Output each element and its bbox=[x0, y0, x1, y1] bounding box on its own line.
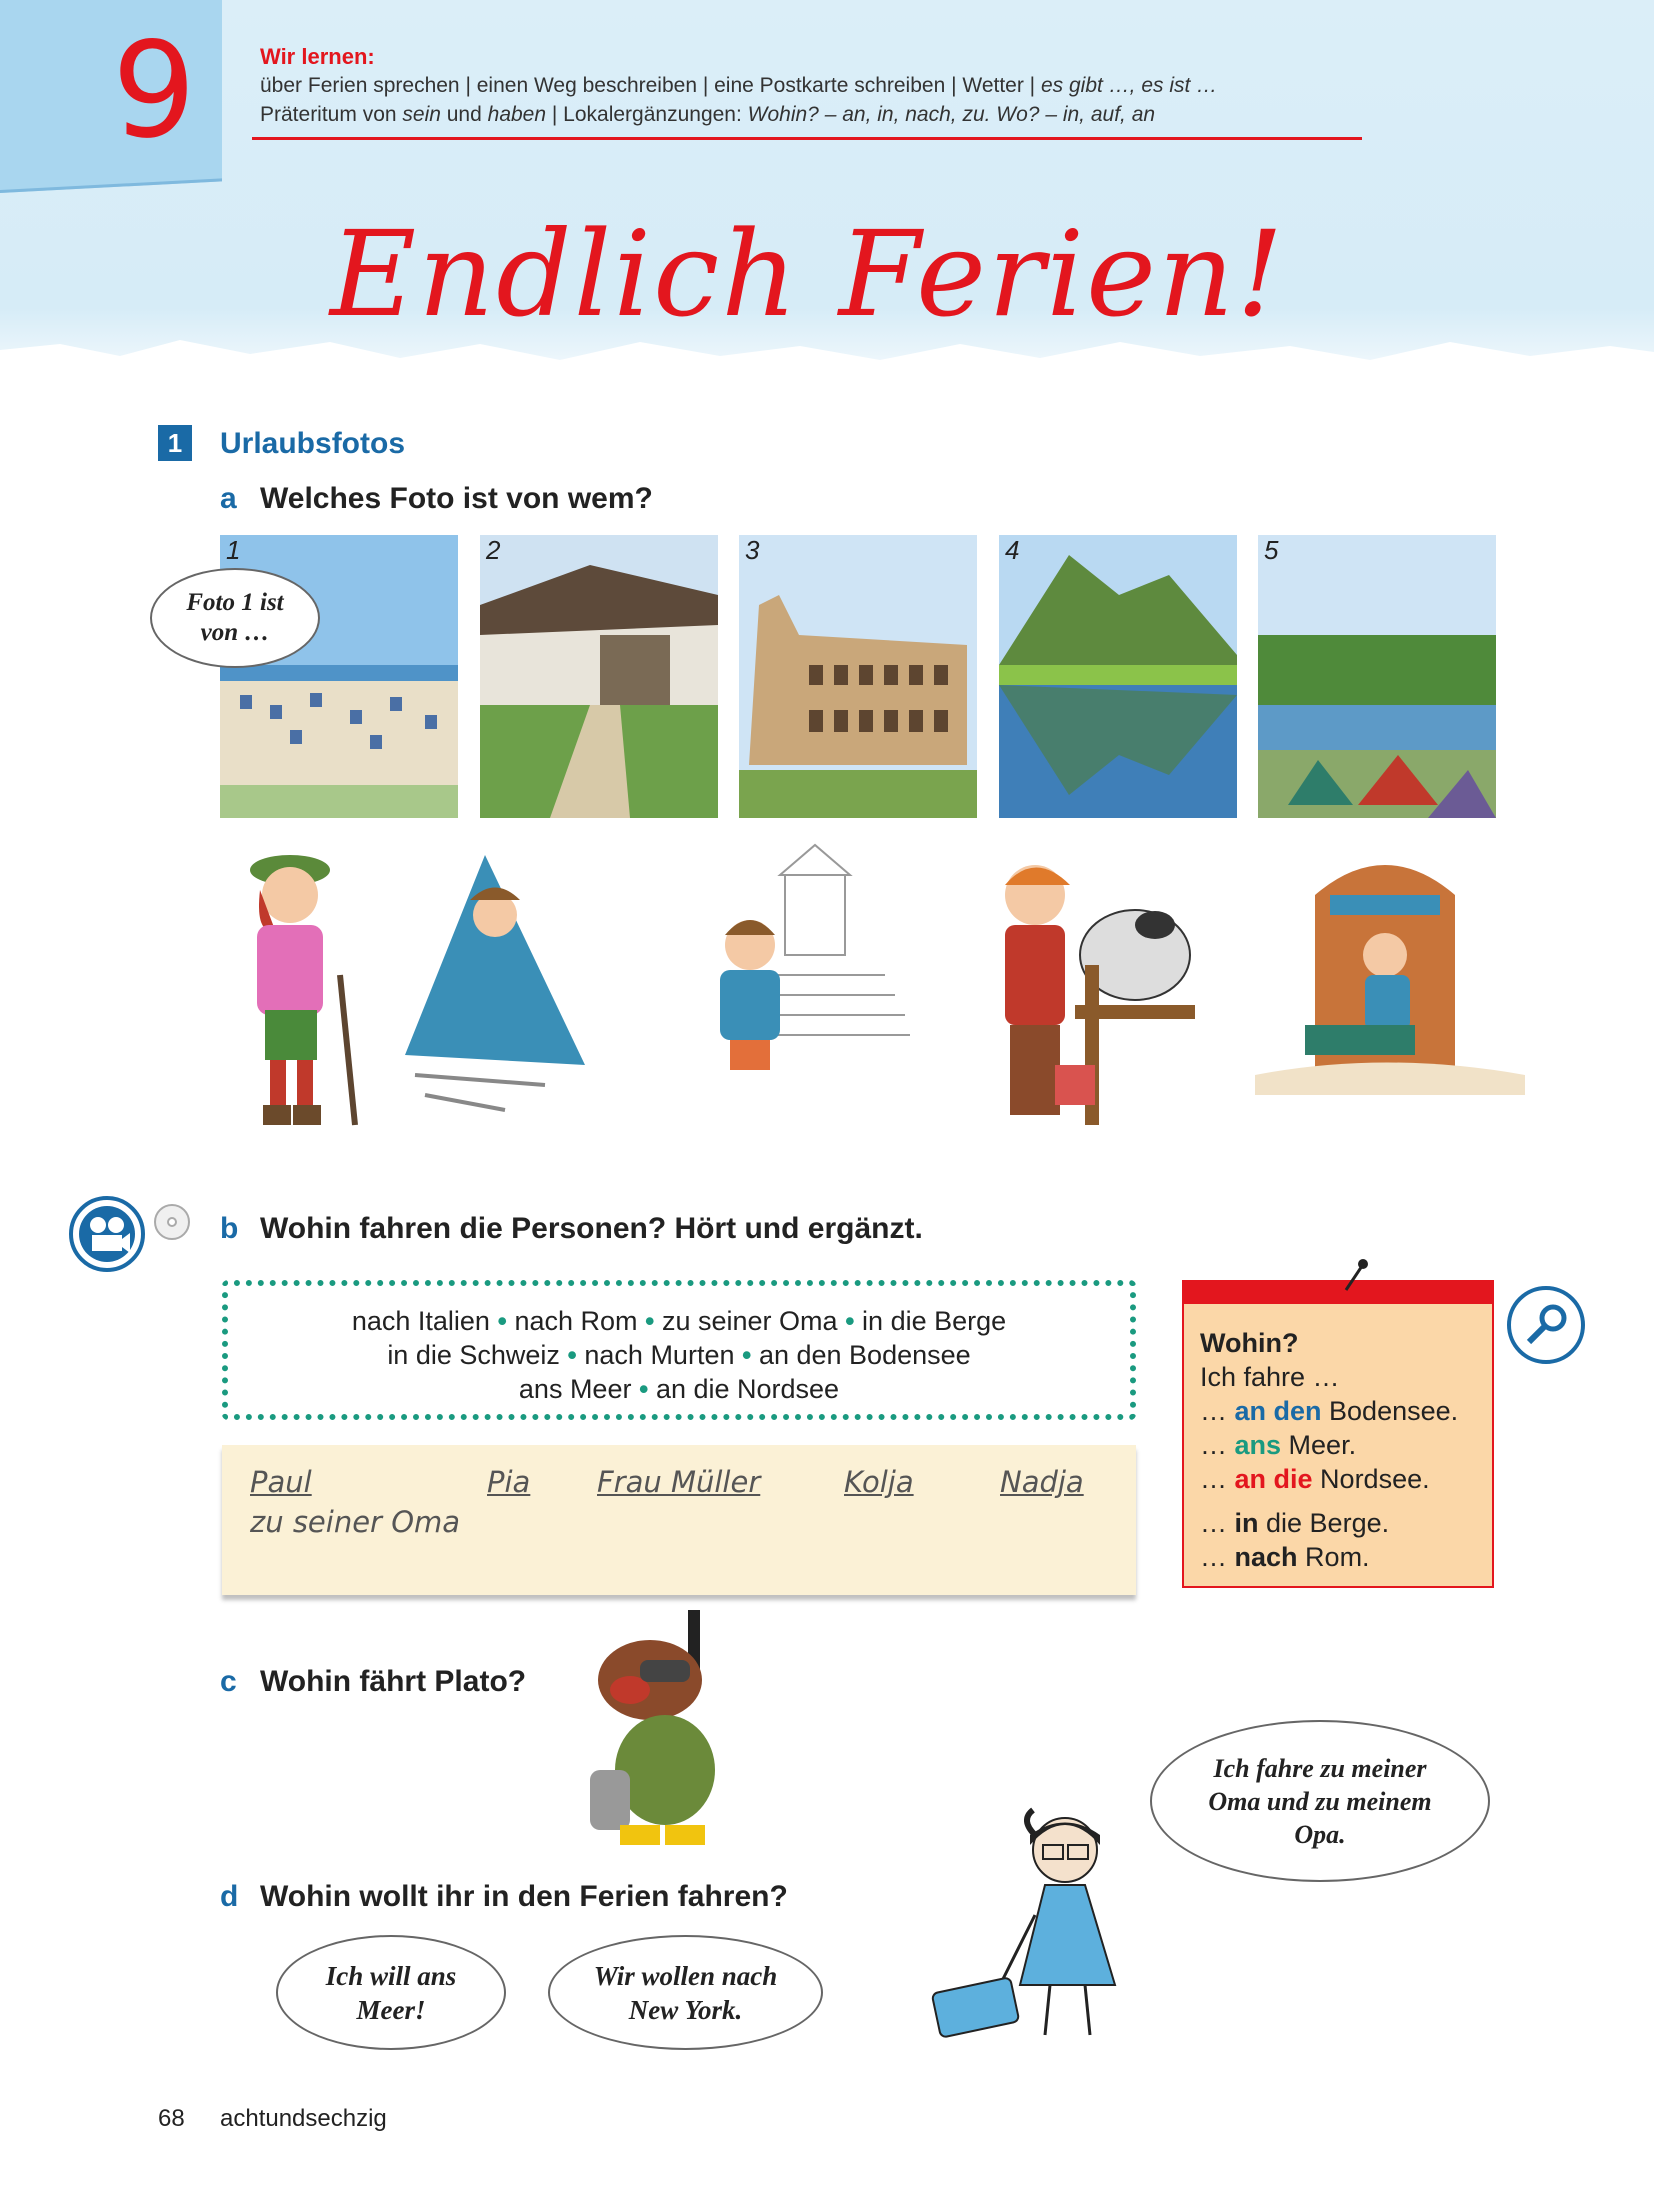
word-item: zu seiner Oma bbox=[661, 1306, 838, 1336]
line1-text: über Ferien sprechen | einen Weg beschreiben | eine Postkarte schreiben | Wetter | bbox=[260, 74, 1041, 97]
grammar-pre: … bbox=[1200, 1542, 1235, 1572]
character-rome-girl bbox=[685, 835, 915, 1085]
photo-mountain-lake bbox=[999, 535, 1237, 818]
word-item: in die Schweiz bbox=[387, 1340, 560, 1370]
word-item: an den Bodensee bbox=[758, 1340, 971, 1370]
grammar-intro: Ich fahre … bbox=[1200, 1362, 1340, 1392]
word-item: in die Berge bbox=[862, 1306, 1007, 1336]
speech-bubble-d1: Ich will ans Meer! bbox=[276, 1935, 506, 2050]
task-a-letter: a bbox=[220, 482, 237, 515]
character-tent bbox=[385, 835, 595, 1115]
grammar-pre: … bbox=[1200, 1508, 1235, 1538]
grammar-pre: … bbox=[1200, 1396, 1235, 1426]
line2-italic-f: Wohin? – an, in, nach, zu. Wo? – in, auf, an bbox=[747, 103, 1156, 126]
grammar-highlight: an den bbox=[1234, 1396, 1322, 1426]
word-separator: • bbox=[497, 1306, 507, 1336]
grammar-highlight: an die bbox=[1234, 1464, 1313, 1494]
page-title: Endlich Ferien! bbox=[330, 205, 1286, 343]
notebook-answer: zu seiner Oma bbox=[250, 1505, 461, 1539]
photo-number-5: 5 bbox=[1264, 535, 1279, 565]
grammar-post: Rom. bbox=[1297, 1542, 1370, 1572]
photo-farmhouse bbox=[480, 535, 718, 818]
grammar-pre: … bbox=[1200, 1464, 1235, 1494]
speech-bubble-girl: Ich fahre zu meiner Oma und zu meinem Opa. bbox=[1150, 1720, 1490, 1882]
word-item: nach Rom bbox=[514, 1306, 638, 1336]
notebook-name-frau-mueller: Frau Müller bbox=[597, 1465, 761, 1499]
task-c-text: Wohin fährt Plato? bbox=[260, 1665, 527, 1698]
word-separator: • bbox=[645, 1306, 655, 1336]
grammar-post: Meer. bbox=[1281, 1430, 1357, 1460]
task-b-text: Wohin fahren die Personen? Hört und ergänzt. bbox=[260, 1212, 923, 1245]
photo-number-1: 1 bbox=[226, 535, 241, 565]
grammar-box bbox=[1182, 1280, 1494, 1588]
word-separator: • bbox=[638, 1374, 649, 1404]
pin-icon bbox=[1340, 1258, 1370, 1292]
magnifier-icon[interactable] bbox=[1505, 1284, 1587, 1366]
grammar-pre: … bbox=[1200, 1430, 1235, 1460]
grammar-highlight: in bbox=[1234, 1508, 1259, 1538]
header-rule bbox=[252, 137, 1362, 140]
line2-text-e: | Lokalergänzungen: bbox=[546, 103, 748, 126]
grammar-line-1 bbox=[1200, 1396, 1458, 1427]
word-item: an die Nordsee bbox=[655, 1374, 840, 1404]
grammar-post: die Berge. bbox=[1258, 1508, 1390, 1538]
grammar-heading: Wohin? bbox=[1200, 1328, 1299, 1358]
grammar-line-3 bbox=[1200, 1464, 1430, 1495]
grammar-line-4 bbox=[1200, 1508, 1389, 1539]
chapter-number: 9 bbox=[112, 14, 196, 168]
photo-number-4: 4 bbox=[1005, 535, 1020, 565]
grammar-line-5 bbox=[1200, 1542, 1370, 1573]
character-farm-boy bbox=[975, 835, 1215, 1135]
task-c-letter: c bbox=[220, 1665, 237, 1698]
word-separator: • bbox=[742, 1340, 752, 1370]
photo-campsite bbox=[1258, 535, 1496, 818]
word-box bbox=[222, 1280, 1136, 1420]
notebook-name-kolja: Kolja bbox=[844, 1465, 914, 1499]
character-beach-chair bbox=[1255, 835, 1525, 1095]
photo-number-3: 3 bbox=[745, 535, 760, 565]
audio-cd-icon[interactable] bbox=[152, 1202, 192, 1242]
wir-lernen-line-2 bbox=[260, 103, 1155, 127]
word-separator: • bbox=[567, 1340, 577, 1370]
character-hiker bbox=[215, 835, 365, 1135]
film-icon[interactable] bbox=[68, 1195, 146, 1273]
line2-italic-haben: haben bbox=[487, 103, 547, 126]
grammar-highlight: nach bbox=[1234, 1542, 1298, 1572]
word-box-row-3 bbox=[228, 1372, 1130, 1406]
page-number-word: achtundsechzig bbox=[220, 2105, 387, 2132]
photo-number-2: 2 bbox=[486, 535, 501, 565]
task-b-letter: b bbox=[220, 1212, 239, 1245]
page-number: 68 bbox=[158, 2105, 185, 2132]
line2-text-c: und bbox=[440, 103, 488, 126]
word-item: nach Murten bbox=[584, 1340, 735, 1370]
grammar-post: Bodensee. bbox=[1321, 1396, 1459, 1426]
character-plato-dog bbox=[570, 1600, 760, 1860]
section-number: 1 bbox=[158, 425, 192, 461]
notebook-answers bbox=[222, 1445, 1136, 1595]
word-box-row-1 bbox=[228, 1304, 1130, 1338]
speech-bubble-d2: Wir wollen nach New York. bbox=[548, 1935, 823, 2050]
grammar-highlight: ans bbox=[1234, 1430, 1282, 1460]
task-a-text: Welches Foto ist von wem? bbox=[260, 482, 653, 515]
word-item: ans Meer bbox=[518, 1374, 632, 1404]
line2-italic-sein: sein bbox=[402, 103, 441, 126]
notebook-name-pia: Pia bbox=[487, 1465, 531, 1499]
photo-colosseum bbox=[739, 535, 977, 818]
line2-text-a: Präteritum von bbox=[260, 103, 403, 126]
section-title: Urlaubsfotos bbox=[220, 427, 406, 460]
wir-lernen-line-1 bbox=[260, 74, 1217, 98]
speech-bubble-foto: Foto 1 ist von … bbox=[150, 568, 320, 668]
task-d-text: Wohin wollt ihr in den Ferien fahren? bbox=[260, 1880, 788, 1913]
word-item: nach Italien bbox=[351, 1306, 490, 1336]
notebook-name-paul: Paul bbox=[250, 1465, 312, 1499]
wir-lernen-title: Wir lernen: bbox=[260, 44, 375, 69]
grammar-line-2 bbox=[1200, 1430, 1356, 1461]
word-separator: • bbox=[845, 1306, 855, 1336]
character-girl-suitcase bbox=[925, 1805, 1155, 2045]
word-box-row-2 bbox=[228, 1338, 1130, 1372]
grammar-post: Nordsee. bbox=[1312, 1464, 1430, 1494]
line1-italic: es gibt …, es ist … bbox=[1040, 74, 1218, 97]
grammar-box-header bbox=[1184, 1282, 1492, 1304]
notebook-name-nadja: Nadja bbox=[1000, 1465, 1084, 1499]
task-d-letter: d bbox=[220, 1880, 239, 1913]
